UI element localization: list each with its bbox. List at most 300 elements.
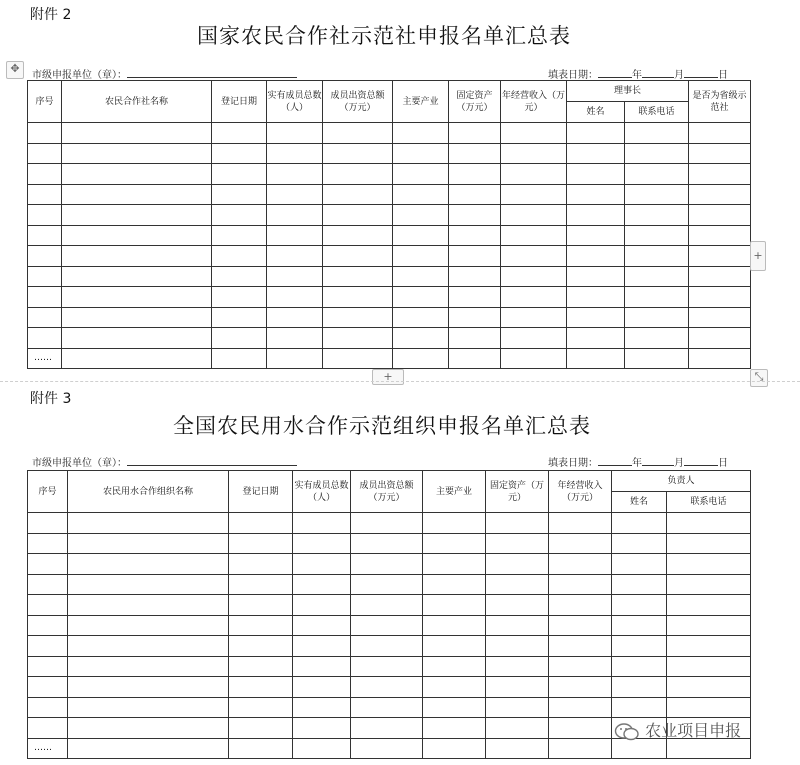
table-cell[interactable] [567, 287, 625, 308]
table-cell[interactable] [393, 328, 449, 349]
table-cell[interactable] [293, 574, 351, 595]
add-row-button[interactable] [372, 369, 404, 385]
table-cell[interactable] [28, 574, 68, 595]
table-cell[interactable] [625, 246, 689, 267]
year-blank[interactable] [598, 456, 632, 466]
table-cell[interactable] [486, 595, 549, 616]
table-cell[interactable] [62, 164, 212, 185]
table-cell[interactable] [501, 164, 567, 185]
table-cell[interactable] [549, 513, 612, 534]
table-cell[interactable] [667, 636, 751, 657]
year-blank[interactable] [598, 68, 632, 78]
table-cell[interactable] [323, 328, 393, 349]
table-cell[interactable] [449, 123, 501, 144]
table-cell[interactable] [62, 143, 212, 164]
day-label: 日 [718, 70, 728, 81]
table-cell[interactable] [212, 205, 267, 226]
table-cell[interactable] [229, 533, 293, 554]
table-cell[interactable] [567, 164, 625, 185]
table-cell[interactable] [28, 164, 62, 185]
table-cell[interactable] [212, 307, 267, 328]
table-cell[interactable] [393, 123, 449, 144]
plus-icon: + [383, 370, 393, 383]
table-cell[interactable] [549, 595, 612, 616]
table-cell[interactable] [351, 595, 423, 616]
table-cell[interactable] [351, 554, 423, 575]
header-seq: 序号 [28, 471, 68, 513]
table-cell[interactable] [625, 225, 689, 246]
table-cell[interactable] [351, 677, 423, 698]
table-cell[interactable] [267, 307, 323, 328]
submit-unit-field [32, 66, 297, 81]
table-cell[interactable] [486, 697, 549, 718]
header-chair: 理事长 [567, 81, 689, 102]
table-cell[interactable] [351, 513, 423, 534]
table-cell[interactable] [212, 164, 267, 185]
table-cell[interactable] [393, 287, 449, 308]
table-cell[interactable] [62, 123, 212, 144]
table-cell[interactable] [351, 636, 423, 657]
table-cell[interactable] [689, 307, 751, 328]
table-row [28, 595, 751, 616]
table-cell[interactable] [393, 225, 449, 246]
table-cell[interactable] [501, 143, 567, 164]
table-cell[interactable] [293, 636, 351, 657]
table-cell[interactable] [212, 348, 267, 369]
table-cell[interactable] [549, 636, 612, 657]
table-cell[interactable] [351, 533, 423, 554]
table-cell[interactable] [486, 513, 549, 534]
table-cell[interactable] [449, 287, 501, 308]
table-cell[interactable] [423, 615, 486, 636]
table-cell[interactable] [501, 328, 567, 349]
table-cell[interactable] [212, 123, 267, 144]
table-cell[interactable] [689, 266, 751, 287]
table-cell[interactable] [293, 656, 351, 677]
table-cell[interactable] [28, 123, 62, 144]
table-cell[interactable] [229, 574, 293, 595]
table-cell[interactable] [323, 205, 393, 226]
table-cell[interactable] [68, 595, 229, 616]
table-cell[interactable] [689, 348, 751, 369]
ellipsis-cell[interactable]: …… [28, 738, 68, 759]
table-cell[interactable] [689, 328, 751, 349]
table-cell[interactable] [423, 677, 486, 698]
table-cell[interactable] [567, 348, 625, 369]
form-title: 全国农民用水合作示范组织申报名单汇总表 [173, 414, 591, 438]
table-cell[interactable] [612, 533, 667, 554]
submit-unit-blank[interactable] [127, 68, 297, 78]
table-row [28, 513, 751, 534]
table-cell[interactable] [28, 677, 68, 698]
header-revenue: 年经营收入（万元） [549, 471, 612, 513]
header-seq: 序号 [28, 81, 62, 123]
table-cell[interactable] [293, 595, 351, 616]
ellipsis-cell[interactable]: …… [28, 348, 62, 369]
table-cell[interactable] [62, 246, 212, 267]
table-cell[interactable] [393, 143, 449, 164]
table-cell[interactable] [449, 266, 501, 287]
table-cell[interactable] [212, 143, 267, 164]
header-assets: 固定资产（万元） [449, 81, 501, 123]
table-cell[interactable] [549, 656, 612, 677]
header-chair-name: 姓名 [567, 102, 625, 123]
fill-date-label: 填表日期： [548, 70, 598, 81]
table-cell[interactable] [393, 307, 449, 328]
table-cell[interactable] [667, 554, 751, 575]
table-cell[interactable] [612, 574, 667, 595]
table-cell[interactable] [267, 143, 323, 164]
table-cell[interactable] [501, 307, 567, 328]
header-members: 实有成员总数（人） [267, 81, 323, 123]
table-cell[interactable] [486, 615, 549, 636]
table-cell[interactable] [567, 266, 625, 287]
table-cell[interactable] [351, 574, 423, 595]
table-cell[interactable] [625, 143, 689, 164]
table-cell[interactable] [501, 287, 567, 308]
table-cell[interactable] [549, 574, 612, 595]
table-cell[interactable] [68, 656, 229, 677]
table-cell[interactable] [423, 574, 486, 595]
day-label: 日 [718, 458, 728, 469]
table-cell[interactable] [62, 266, 212, 287]
table-cell[interactable] [229, 697, 293, 718]
table-cell[interactable] [62, 225, 212, 246]
table-cell[interactable] [612, 656, 667, 677]
table-cell[interactable] [449, 348, 501, 369]
table-cell[interactable] [68, 697, 229, 718]
table-cell[interactable] [229, 677, 293, 698]
table-cell[interactable] [323, 266, 393, 287]
attachment-label: 附件 3 [30, 391, 72, 407]
table-cell[interactable] [549, 738, 612, 759]
table-row [28, 184, 751, 205]
table-cell[interactable] [667, 513, 751, 534]
table-cell[interactable] [28, 697, 68, 718]
table-cell[interactable] [267, 246, 323, 267]
table-cell[interactable] [423, 656, 486, 677]
table-row [28, 328, 751, 349]
add-column-button[interactable] [750, 241, 766, 271]
table-cell[interactable] [351, 697, 423, 718]
table-cell[interactable] [28, 328, 62, 349]
table-cell[interactable] [28, 718, 68, 739]
table-cell[interactable] [68, 513, 229, 534]
table-cell[interactable] [28, 533, 68, 554]
table-cell[interactable] [267, 225, 323, 246]
table-cell[interactable] [689, 143, 751, 164]
table-cell[interactable] [323, 225, 393, 246]
table-cell[interactable] [267, 184, 323, 205]
table-cell[interactable] [625, 287, 689, 308]
table-cell[interactable] [212, 184, 267, 205]
table-cell[interactable] [449, 205, 501, 226]
table-cell[interactable] [28, 143, 62, 164]
table-cell[interactable] [293, 738, 351, 759]
table-cell[interactable] [229, 636, 293, 657]
table-cell[interactable] [62, 328, 212, 349]
table-cell[interactable] [501, 246, 567, 267]
table-cell[interactable] [423, 718, 486, 739]
table-cell[interactable] [423, 554, 486, 575]
table-cell[interactable] [549, 697, 612, 718]
table-cell[interactable] [351, 718, 423, 739]
submit-unit-blank[interactable] [127, 456, 297, 466]
table-cell[interactable] [323, 184, 393, 205]
header-provincial: 是否为省级示范社 [689, 81, 751, 123]
table-cell[interactable] [549, 533, 612, 554]
table-cell[interactable] [212, 266, 267, 287]
table-cell[interactable] [567, 307, 625, 328]
table-cell[interactable] [549, 615, 612, 636]
table-cell[interactable] [449, 225, 501, 246]
table-cell[interactable] [62, 184, 212, 205]
table-cell[interactable] [689, 287, 751, 308]
month-label: 月 [674, 70, 684, 81]
table-cell[interactable] [486, 656, 549, 677]
table-cell[interactable] [293, 615, 351, 636]
table-cell[interactable] [667, 533, 751, 554]
table-cell[interactable] [68, 738, 229, 759]
table-cell[interactable] [62, 205, 212, 226]
table-cell[interactable] [625, 164, 689, 185]
table-cell[interactable] [393, 266, 449, 287]
table-cell[interactable] [486, 574, 549, 595]
table-cell[interactable] [212, 287, 267, 308]
table-cell[interactable] [267, 348, 323, 369]
month-blank[interactable] [642, 456, 674, 466]
table-cell[interactable] [393, 205, 449, 226]
table-cell[interactable] [486, 636, 549, 657]
table-cell[interactable] [229, 718, 293, 739]
table-cell[interactable] [612, 595, 667, 616]
table-cell[interactable] [229, 595, 293, 616]
header-name: 农民合作社名称 [62, 81, 212, 123]
table-cell[interactable] [612, 615, 667, 636]
table-cell[interactable] [449, 164, 501, 185]
table-cell[interactable] [612, 554, 667, 575]
table-cell[interactable] [393, 348, 449, 369]
table-cell[interactable] [28, 287, 62, 308]
table-cell[interactable] [423, 697, 486, 718]
table-cell[interactable] [28, 225, 62, 246]
table-cell[interactable] [351, 615, 423, 636]
table-cell[interactable] [423, 595, 486, 616]
table-cell[interactable] [549, 677, 612, 698]
table-cell[interactable] [501, 205, 567, 226]
table-cell[interactable] [62, 348, 212, 369]
table-cell[interactable] [68, 533, 229, 554]
month-blank[interactable] [642, 68, 674, 78]
table-cell[interactable] [567, 123, 625, 144]
day-blank[interactable] [684, 456, 718, 466]
table-cell[interactable] [28, 266, 62, 287]
table-cell[interactable] [267, 266, 323, 287]
table-cell[interactable] [689, 164, 751, 185]
table-cell[interactable] [68, 574, 229, 595]
header-assets: 固定资产（万元） [486, 471, 549, 513]
table-cell[interactable] [68, 554, 229, 575]
table-cell[interactable] [68, 718, 229, 739]
table-cell[interactable] [449, 184, 501, 205]
table-cell[interactable] [293, 554, 351, 575]
table-cell[interactable] [351, 738, 423, 759]
table-cell[interactable] [689, 246, 751, 267]
table-cell[interactable] [28, 307, 62, 328]
table-cell[interactable] [689, 123, 751, 144]
table-cell[interactable] [28, 656, 68, 677]
table-cell[interactable] [68, 636, 229, 657]
table-cell[interactable] [28, 184, 62, 205]
table-cell[interactable] [501, 225, 567, 246]
table-cell[interactable] [323, 123, 393, 144]
table-cell[interactable] [229, 738, 293, 759]
header-industry: 主要产业 [423, 471, 486, 513]
table-cell[interactable] [501, 123, 567, 144]
water-org-summary-table [27, 470, 751, 759]
table-cell[interactable] [625, 266, 689, 287]
table-cell[interactable] [267, 123, 323, 144]
table-cell[interactable] [486, 533, 549, 554]
table-cell[interactable] [449, 328, 501, 349]
table-cell[interactable] [486, 718, 549, 739]
table-cell[interactable] [625, 184, 689, 205]
table-cell[interactable] [567, 205, 625, 226]
table-cell[interactable] [423, 513, 486, 534]
table-cell[interactable] [323, 307, 393, 328]
table-cell[interactable] [229, 513, 293, 534]
table-cell[interactable] [267, 164, 323, 185]
table-cell[interactable] [212, 225, 267, 246]
table-cell[interactable] [612, 697, 667, 718]
table-row [28, 246, 751, 267]
table-row [28, 615, 751, 636]
table-cell[interactable] [28, 246, 62, 267]
table-cell[interactable] [486, 554, 549, 575]
table-cell[interactable] [449, 246, 501, 267]
move-icon: ✥ [10, 62, 20, 75]
table-cell[interactable] [323, 348, 393, 369]
table-cell[interactable] [423, 636, 486, 657]
table-cell[interactable] [323, 164, 393, 185]
table-cell[interactable] [501, 266, 567, 287]
table-cell[interactable] [393, 184, 449, 205]
fill-date-label: 填表日期： [548, 458, 598, 469]
table-cell[interactable] [612, 513, 667, 534]
table-cell[interactable] [212, 246, 267, 267]
table-cell[interactable] [667, 615, 751, 636]
table-cell[interactable] [323, 143, 393, 164]
table-row [28, 554, 751, 575]
table-cell[interactable] [293, 677, 351, 698]
table-cell[interactable] [567, 143, 625, 164]
table-cell[interactable] [229, 554, 293, 575]
table-cell[interactable] [549, 554, 612, 575]
table-cell[interactable] [567, 225, 625, 246]
table-cell[interactable] [549, 718, 612, 739]
table-cell[interactable] [486, 738, 549, 759]
table-cell[interactable] [567, 328, 625, 349]
table-cell[interactable] [28, 615, 68, 636]
table-row [28, 205, 751, 226]
table-cell[interactable] [293, 718, 351, 739]
year-label: 年 [632, 70, 642, 81]
table-cell[interactable] [293, 697, 351, 718]
table-cell[interactable] [323, 246, 393, 267]
table-move-handle[interactable] [6, 61, 24, 79]
table-cell[interactable] [689, 184, 751, 205]
table-cell[interactable] [68, 615, 229, 636]
header-members: 实有成员总数（人） [293, 471, 351, 513]
table-cell[interactable] [62, 307, 212, 328]
resize-icon: ⤡ [754, 370, 764, 383]
table-cell[interactable] [625, 307, 689, 328]
attachment-label: 附件 2 [30, 7, 72, 23]
table-cell[interactable] [625, 123, 689, 144]
table-cell[interactable] [625, 348, 689, 369]
table-cell[interactable] [393, 246, 449, 267]
table-cell[interactable] [501, 184, 567, 205]
table-cell[interactable] [351, 656, 423, 677]
table-cell[interactable] [68, 677, 229, 698]
table-cell[interactable] [567, 184, 625, 205]
table-cell[interactable] [612, 636, 667, 657]
table-cell[interactable] [667, 574, 751, 595]
table-cell[interactable] [689, 225, 751, 246]
table-cell[interactable] [28, 205, 62, 226]
table-cell[interactable] [501, 348, 567, 369]
table-cell[interactable] [449, 307, 501, 328]
table-cell[interactable] [567, 246, 625, 267]
table-cell[interactable] [62, 287, 212, 308]
table-cell[interactable] [423, 533, 486, 554]
table-cell[interactable] [229, 615, 293, 636]
table-cell[interactable] [28, 513, 68, 534]
table-cell[interactable] [667, 697, 751, 718]
submit-unit-field [32, 454, 297, 469]
table-cell[interactable] [28, 595, 68, 616]
table-cell[interactable] [667, 595, 751, 616]
table-row [28, 266, 751, 287]
day-blank[interactable] [684, 68, 718, 78]
table-cell[interactable] [28, 636, 68, 657]
table-cell[interactable] [267, 328, 323, 349]
table-cell[interactable] [229, 656, 293, 677]
table-cell[interactable] [293, 533, 351, 554]
table-row [28, 677, 751, 698]
table-cell[interactable] [486, 677, 549, 698]
table-cell[interactable] [423, 738, 486, 759]
table-cell[interactable] [293, 513, 351, 534]
table-cell[interactable] [393, 164, 449, 185]
table-cell[interactable] [28, 554, 68, 575]
table-cell[interactable] [323, 287, 393, 308]
table-cell[interactable] [625, 205, 689, 226]
table-cell[interactable] [612, 677, 667, 698]
table-cell[interactable] [449, 143, 501, 164]
table-cell[interactable] [625, 328, 689, 349]
table-cell[interactable] [667, 677, 751, 698]
table-resize-handle[interactable] [750, 369, 768, 387]
table-cell[interactable] [667, 656, 751, 677]
table-row [28, 533, 751, 554]
table-cell[interactable] [689, 205, 751, 226]
table-cell[interactable] [267, 287, 323, 308]
table-cell[interactable] [267, 205, 323, 226]
year-label: 年 [632, 458, 642, 469]
header-head: 负责人 [612, 471, 751, 492]
table-cell[interactable] [212, 328, 267, 349]
